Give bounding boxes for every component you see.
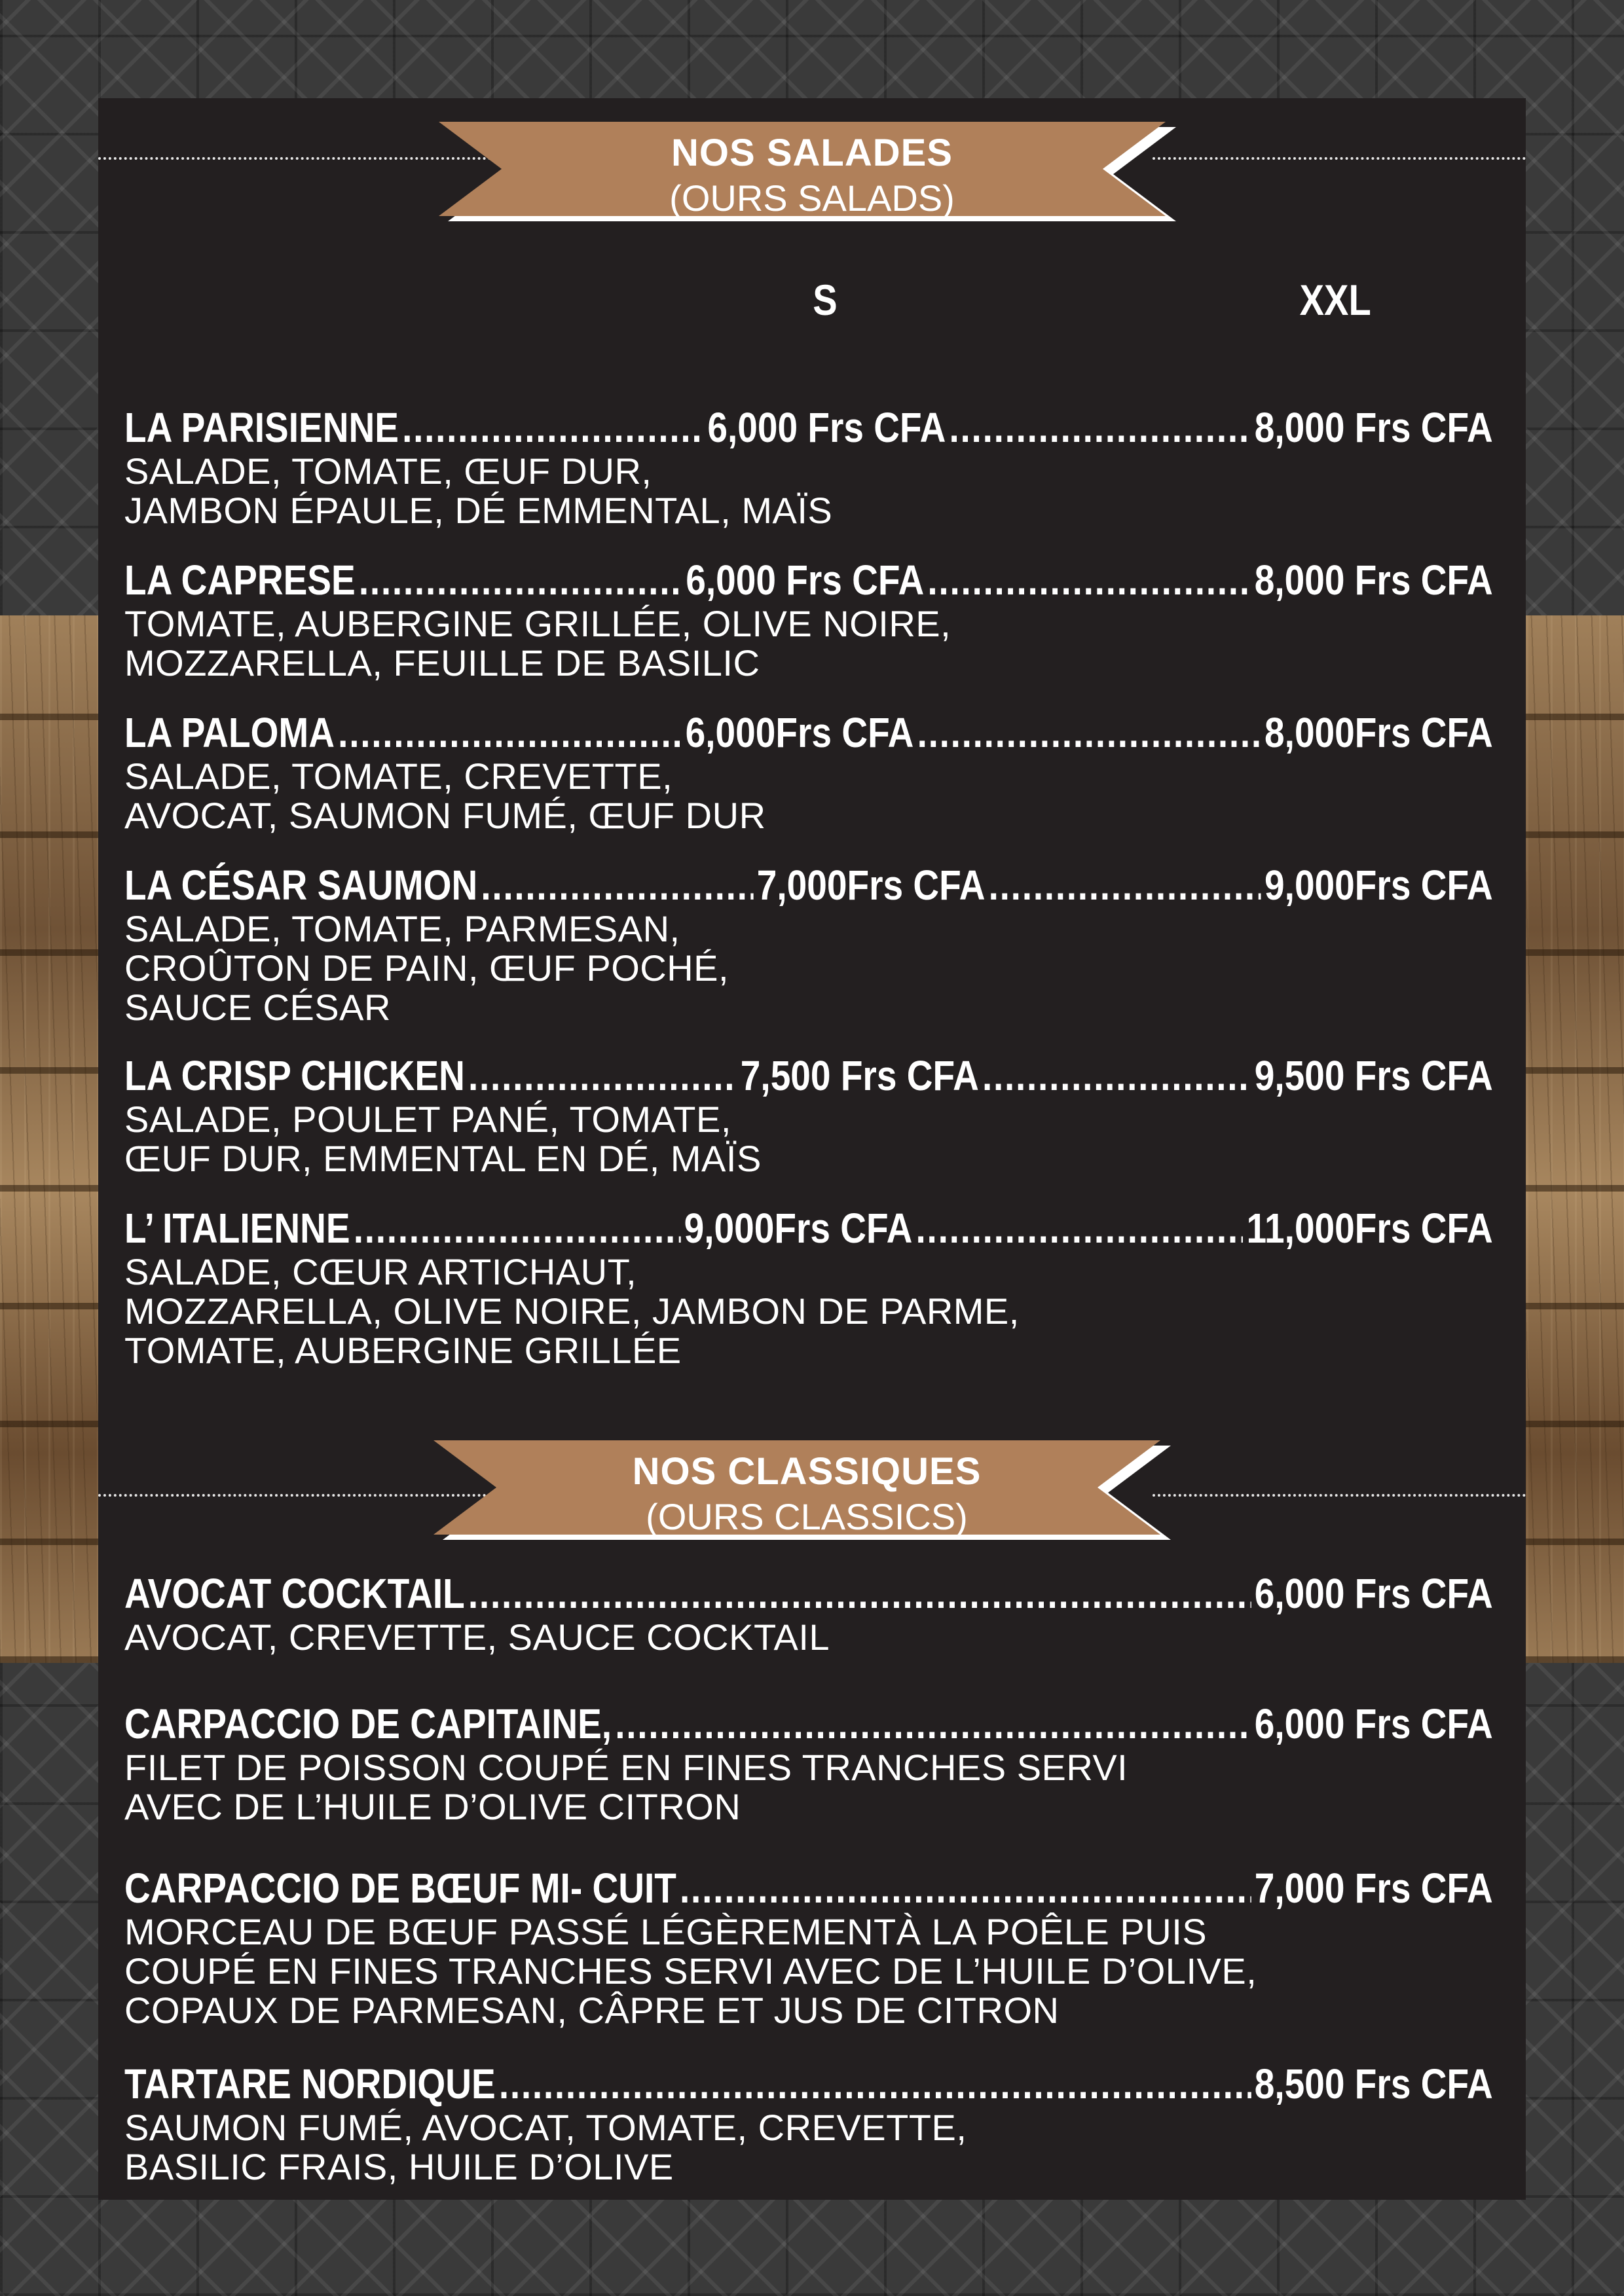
price-small: 7,000Frs CFA (756, 862, 986, 909)
price-xxl: 8,000 Frs CFA (1254, 556, 1493, 604)
price-small: 9,000Frs CFA (684, 1205, 913, 1252)
item-description-line: SALADE, CŒUR ARTICHAUT, (124, 1251, 637, 1292)
item-description-line: TOMATE, AUBERGINE GRILLÉE (124, 1330, 682, 1371)
item-description-line: MOZZARELLA, OLIVE NOIRE, JAMBON DE PARME, (124, 1290, 1020, 1332)
item-description-line: AVOCAT, CREVETTE, SAUCE COCKTAIL (124, 1616, 830, 1658)
item-name: LA CRISP CHICKEN (124, 1052, 465, 1099)
dot-leader (615, 1700, 1251, 1747)
dot-leader (481, 862, 753, 909)
price-xxl: 8,000 Frs CFA (1254, 404, 1493, 451)
dot-leader (359, 556, 682, 604)
item-description-line: MOZZARELLA, FEUILLE DE BASILIC (124, 642, 760, 683)
item-name: CARPACCIO DE BŒUF MI- CUIT (124, 1865, 676, 1912)
item-name: CARPACCIO DE CAPITAINE, (124, 1700, 612, 1747)
dot-leader (402, 404, 704, 451)
item-name: LA CÉSAR SAUMON (124, 862, 478, 909)
price-small: 6,000 Frs CFA (707, 404, 946, 451)
classics-ribbon-banner (434, 1440, 1180, 1542)
item-description-line: AVOCAT, SAUMON FUMÉ, ŒUF DUR (124, 795, 766, 836)
menu-item-title-line (124, 1052, 1493, 1099)
menu-item (124, 709, 1493, 835)
menu-item (124, 404, 1493, 530)
item-description-line: COUPÉ EN FINES TRANCHES SERVI AVEC DE L’HUILE D’OLIVE, (124, 1950, 1257, 1992)
price: 6,000 Frs CFA (1254, 1570, 1493, 1617)
menu-item-title-line (124, 862, 1493, 909)
price: 7,000 Frs CFA (1254, 1865, 1493, 1912)
item-description-line: FILET DE POISSON COUPÉ EN FINES TRANCHES SERVI (124, 1747, 1128, 1788)
price-xxl: 9,000Frs CFA (1264, 862, 1493, 909)
salads-subtitle: (OURS SALADS) (669, 177, 955, 219)
price-small: 7,500 Frs CFA (740, 1052, 979, 1099)
dot-leader (680, 1865, 1251, 1912)
menu-item-title-line (124, 1700, 1493, 1747)
item-description-line: SALADE, TOMATE, ŒUF DUR, (124, 450, 652, 492)
item-description-line: COPAUX DE PARMESAN, CÂPRE ET JUS DE CITRON (124, 1990, 1060, 2031)
item-description-line: AVEC DE L’HUILE D’OLIVE CITRON (124, 1786, 741, 1827)
dot-leader (499, 2060, 1251, 2107)
price: 6,000 Frs CFA (1254, 1700, 1493, 1747)
menu-item-title-line (124, 1205, 1493, 1252)
dot-leader (989, 862, 1261, 909)
menu-item (124, 556, 1493, 682)
menu-item-title-line (124, 2060, 1493, 2107)
menu-item (124, 1700, 1493, 1826)
item-description-line: BASILIC FRAIS, HUILE D’OLIVE (124, 2146, 674, 2187)
item-description-line: TOMATE, AUBERGINE GRILLÉE, OLIVE NOIRE, (124, 603, 951, 644)
classics-subtitle: (OURS CLASSICS) (646, 1496, 968, 1537)
item-description-line: SALADE, TOMATE, CREVETTE, (124, 756, 673, 797)
item-name: L’ ITALIENNE (124, 1205, 350, 1252)
item-name: LA PALOMA (124, 709, 335, 756)
price-xxl: 9,500 Frs CFA (1254, 1052, 1493, 1099)
menu-item-title-line (124, 1570, 1493, 1617)
salads-ribbon-banner (439, 122, 1185, 224)
dot-leader (950, 404, 1251, 451)
item-description-line: SAUMON FUMÉ, AVOCAT, TOMATE, CREVETTE, (124, 2107, 967, 2148)
price-xxl: 8,000Frs CFA (1264, 709, 1493, 756)
price-small: 6,000Frs CFA (685, 709, 914, 756)
menu-item (124, 1570, 1493, 1656)
menu-item-title-line (124, 709, 1493, 756)
menu-item (124, 862, 1493, 1027)
item-description-line: ŒUF DUR, EMMENTAL EN DÉ, MAÏS (124, 1138, 762, 1179)
item-name: LA PARISIENNE (124, 404, 399, 451)
price-small: 6,000 Frs CFA (686, 556, 925, 604)
menu-item (124, 1865, 1493, 2030)
dot-leader (917, 709, 1261, 756)
menu-item-title-line (124, 1865, 1493, 1912)
item-description-line: SALADE, TOMATE, PARMESAN, (124, 908, 680, 949)
item-description-line: CROÛTON DE PAIN, ŒUF POCHÉ, (124, 947, 729, 989)
item-name: LA CAPRESE (124, 556, 356, 604)
item-description-line: SAUCE CÉSAR (124, 987, 391, 1028)
size-header-xxl: XXL (1299, 276, 1371, 324)
classics-title: NOS CLASSIQUES (632, 1450, 982, 1493)
dot-leader (916, 1205, 1244, 1252)
item-description-line: SALADE, POULET PANÉ, TOMATE, (124, 1099, 731, 1140)
menu-item (124, 1205, 1493, 1370)
dot-leader (927, 556, 1251, 604)
dotted-divider-right (1153, 1494, 1526, 1497)
dot-leader (468, 1052, 737, 1099)
menu-item (124, 2060, 1493, 2186)
size-header-small: S (813, 276, 838, 324)
dot-leader (982, 1052, 1251, 1099)
menu-item-title-line (124, 404, 1493, 451)
dotted-divider-right (1153, 157, 1526, 160)
item-description-line: MORCEAU DE BŒUF PASSÉ LÉGÈREMENTÀ LA POÊLE PUIS (124, 1911, 1208, 1952)
item-name: TARTARE NORDIQUE (124, 2060, 496, 2107)
salads-title: NOS SALADES (671, 132, 953, 174)
dot-leader (338, 709, 682, 756)
item-description-line: JAMBON ÉPAULE, DÉ EMMENTAL, MAÏS (124, 490, 833, 531)
menu-item-title-line (124, 556, 1493, 604)
price: 8,500 Frs CFA (1254, 2060, 1493, 2107)
price-xxl: 11,000Frs CFA (1246, 1205, 1493, 1252)
dot-leader (468, 1570, 1251, 1617)
dot-leader (354, 1205, 681, 1252)
item-name: AVOCAT COCKTAIL (124, 1570, 465, 1617)
menu-item (124, 1052, 1493, 1178)
